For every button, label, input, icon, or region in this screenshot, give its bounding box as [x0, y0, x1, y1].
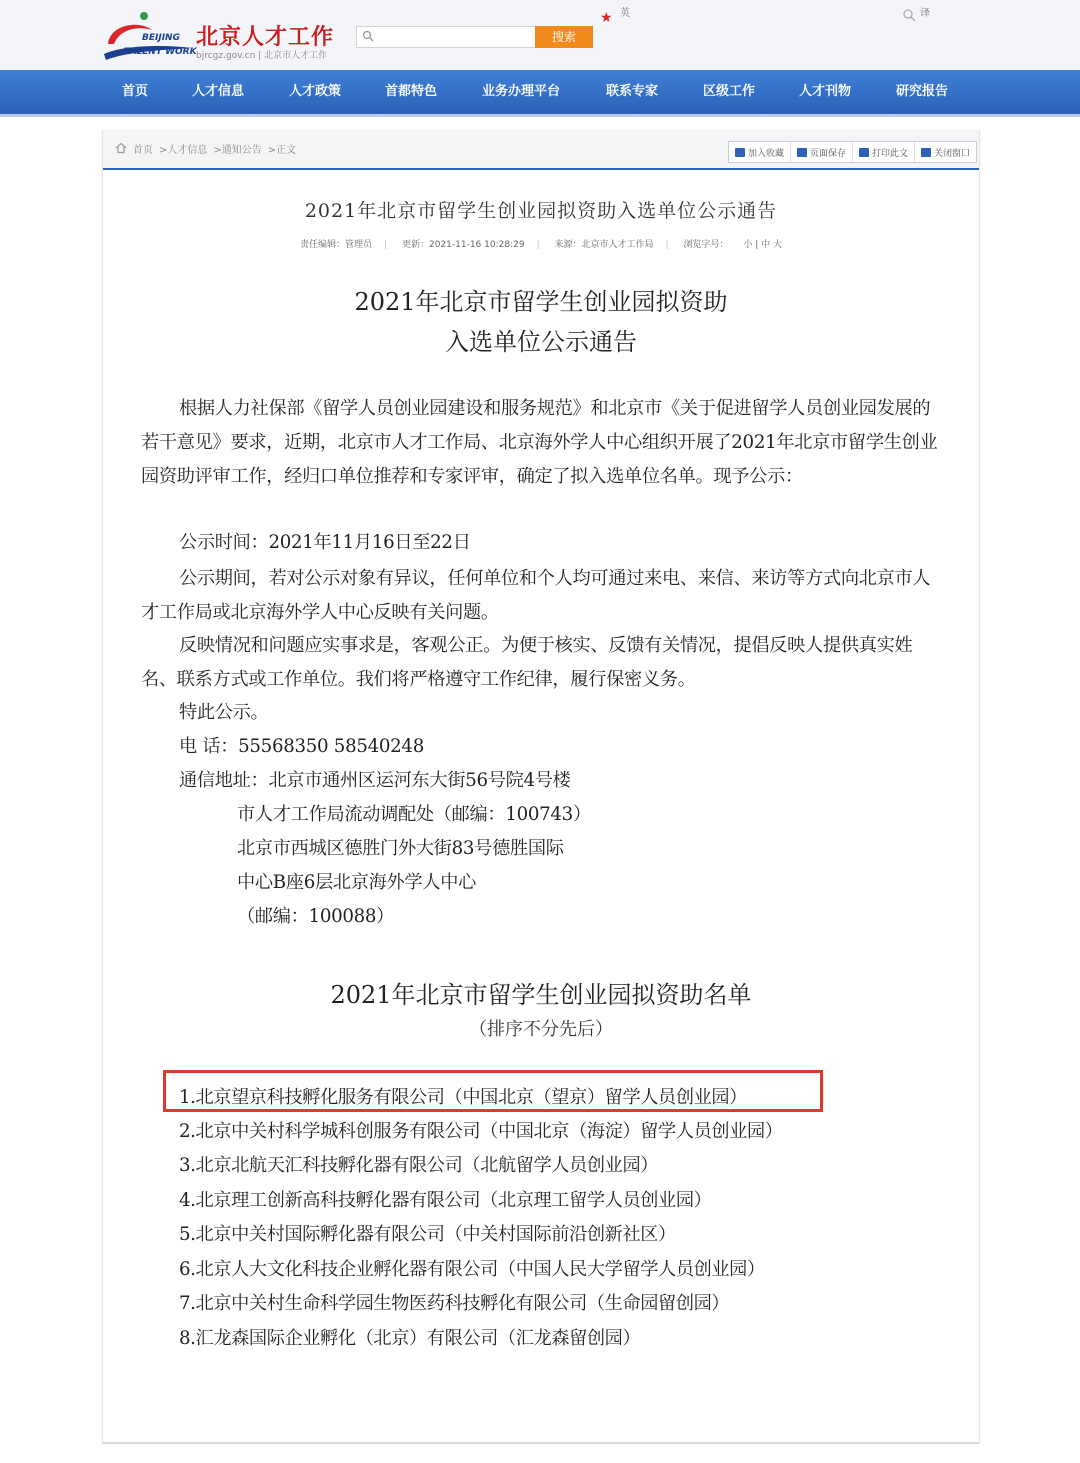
- nav-item-talent-policy[interactable]: 人才政策: [289, 84, 342, 99]
- contact-address-2: 市人才工作局流动调配处（邮编：100743）: [237, 804, 591, 825]
- document-title-line2: 入选单位公示通告: [445, 328, 637, 356]
- article-card: [102, 130, 980, 1444]
- search-button[interactable]: 搜索: [535, 26, 593, 48]
- meta-updated: 更新：2021-11-16 10:28:29: [401, 240, 525, 250]
- meta-editor: 责任编辑：管理员: [300, 240, 373, 250]
- english-link[interactable]: 英: [620, 8, 630, 19]
- translate-link[interactable]: 译: [920, 8, 930, 19]
- contact-phone: 电 话：55568350 58540248: [179, 736, 424, 757]
- print-button[interactable]: 打印此文: [853, 142, 915, 162]
- logo-domain: bjrcgz.gov.cn | 北京市人才工作: [196, 51, 328, 61]
- list-item: 4.北京理工创新高科技孵化器有限公司（北京理工留学人员创业园）: [179, 1190, 712, 1211]
- list-item: 2.北京中关村科学城科创服务有限公司（中国北京（海淀）留学人员创业园）: [179, 1121, 783, 1142]
- list-item: 5.北京中关村国际孵化器有限公司（中关村国际前沿创新社区）: [179, 1224, 676, 1245]
- breadcrumb-notices[interactable]: >通知公告: [213, 145, 262, 156]
- contact-address-3: 北京市西城区德胜门外大街83号德胜国际: [237, 838, 564, 859]
- paragraph-objection: 公示期间，若对公示对象有异议，任何单位和个人均可通过来电、来信、来访等方式向北京市人才工作局或北京海外学人中心反映有关问题。: [141, 568, 931, 623]
- nav-item-home[interactable]: 首页: [122, 84, 149, 99]
- list-item: 6.北京人大文化科技企业孵化器有限公司（中国人民大学留学人员创业园）: [179, 1259, 765, 1280]
- nav-item-district-work[interactable]: 区级工作: [703, 84, 756, 99]
- breadcrumb: [133, 141, 302, 156]
- font-size-switcher[interactable]: 小 | 中 大: [743, 240, 782, 250]
- breadcrumb-home[interactable]: 首页: [133, 145, 153, 156]
- list-title: 2021年北京市留学生创业园拟资助名单: [330, 981, 752, 1009]
- logo-title: 北京人才工作: [196, 24, 335, 50]
- document-title-line1: 2021年北京市留学生创业园拟资助: [354, 288, 728, 316]
- close-icon: [921, 148, 931, 157]
- search-icon: [362, 30, 374, 42]
- list-item: 8.汇龙森国际企业孵化（北京）有限公司（汇龙森留创园）: [179, 1328, 641, 1349]
- save-icon: [797, 148, 807, 157]
- logo-english-line1: BEIJING: [142, 33, 180, 43]
- article-title: 2021年北京市留学生创业园拟资助入选单位公示通告: [304, 200, 778, 222]
- save-page-button[interactable]: 页面保存: [791, 142, 853, 162]
- home-icon: [115, 142, 127, 154]
- paragraph-principles: 反映情况和问题应实事求是，客观公正。为便于核实、反馈有关情况，提倡反映人提供真实姓名、联系方式或工作单位。我们将严格遵守工作纪律，履行保密义务。: [141, 635, 913, 690]
- breadcrumb-talent-info[interactable]: >人才信息: [159, 145, 208, 156]
- search-input[interactable]: [356, 26, 535, 48]
- main-nav: [0, 70, 1080, 117]
- nav-item-research-reports[interactable]: 研究报告: [896, 84, 949, 99]
- article-meta: 责任编辑：管理员 | 更新：2021-11-16 10:28:29 | 来源：北京市人才工作局 | 浏览字号： 小 | 中 大: [300, 240, 782, 250]
- paragraph-intro: 根据人力社保部《留学人员创业园建设和服务规范》和北京市《关于促进留学人员创业园发展的若干意见》要求，近期，北京市人才工作局、北京海外学人中心组织开展了2021年北京市留学生创业园资助评审工作，经归口单位推荐和专家评审，确定了拟入选单位名单。现予公示：: [141, 398, 938, 487]
- document-title: [103, 282, 979, 362]
- star-icon[interactable]: ★: [600, 10, 613, 26]
- bookmark-icon: [735, 148, 745, 157]
- site-logo[interactable]: [100, 10, 340, 64]
- nav-item-business-platform[interactable]: 业务办理平台: [482, 84, 561, 99]
- meta-source: 来源：北京市人才工作局: [554, 240, 654, 250]
- breadcrumb-bar: [103, 130, 979, 170]
- site-header: [0, 0, 1080, 70]
- logo-english-line2: TALENT WORK: [124, 47, 197, 57]
- magnifier-icon[interactable]: [902, 8, 916, 22]
- contact-address-1: 通信地址：北京市通州区运河东大街56号院4号楼: [179, 770, 571, 791]
- contact-address-4: 中心B座6层北京海外学人中心: [237, 872, 476, 893]
- publicity-period: 公示时间：2021年11月16日至22日: [179, 532, 471, 553]
- list-item: 7.北京中关村生命科学园生物医药科技孵化有限公司（生命园留创园）: [179, 1293, 730, 1314]
- nav-item-contact-experts[interactable]: 联系专家: [606, 84, 659, 99]
- nav-item-talent-info[interactable]: 人才信息: [192, 84, 245, 99]
- add-favorite-button[interactable]: 加入收藏: [729, 142, 791, 162]
- article-toolbar: [728, 141, 977, 163]
- list-subtitle: （排序不分先后）: [469, 1019, 613, 1040]
- close-window-button[interactable]: 关闭窗口: [915, 142, 976, 162]
- paragraph-closing: 特此公示。: [179, 702, 269, 723]
- nav-item-capital-features[interactable]: 首都特色: [385, 84, 438, 99]
- list-item: 1.北京望京科技孵化服务有限公司（中国北京（望京）留学人员创业园）: [179, 1087, 747, 1108]
- meta-font-size-label: 浏览字号：: [683, 240, 729, 250]
- contact-address-5: （邮编：100088）: [237, 906, 395, 927]
- breadcrumb-current: >正文: [267, 145, 297, 156]
- list-item: 3.北京北航天汇科技孵化器有限公司（北航留学人员创业园）: [179, 1155, 659, 1176]
- nav-item-publications[interactable]: 人才刊物: [799, 84, 852, 99]
- print-icon: [859, 148, 869, 157]
